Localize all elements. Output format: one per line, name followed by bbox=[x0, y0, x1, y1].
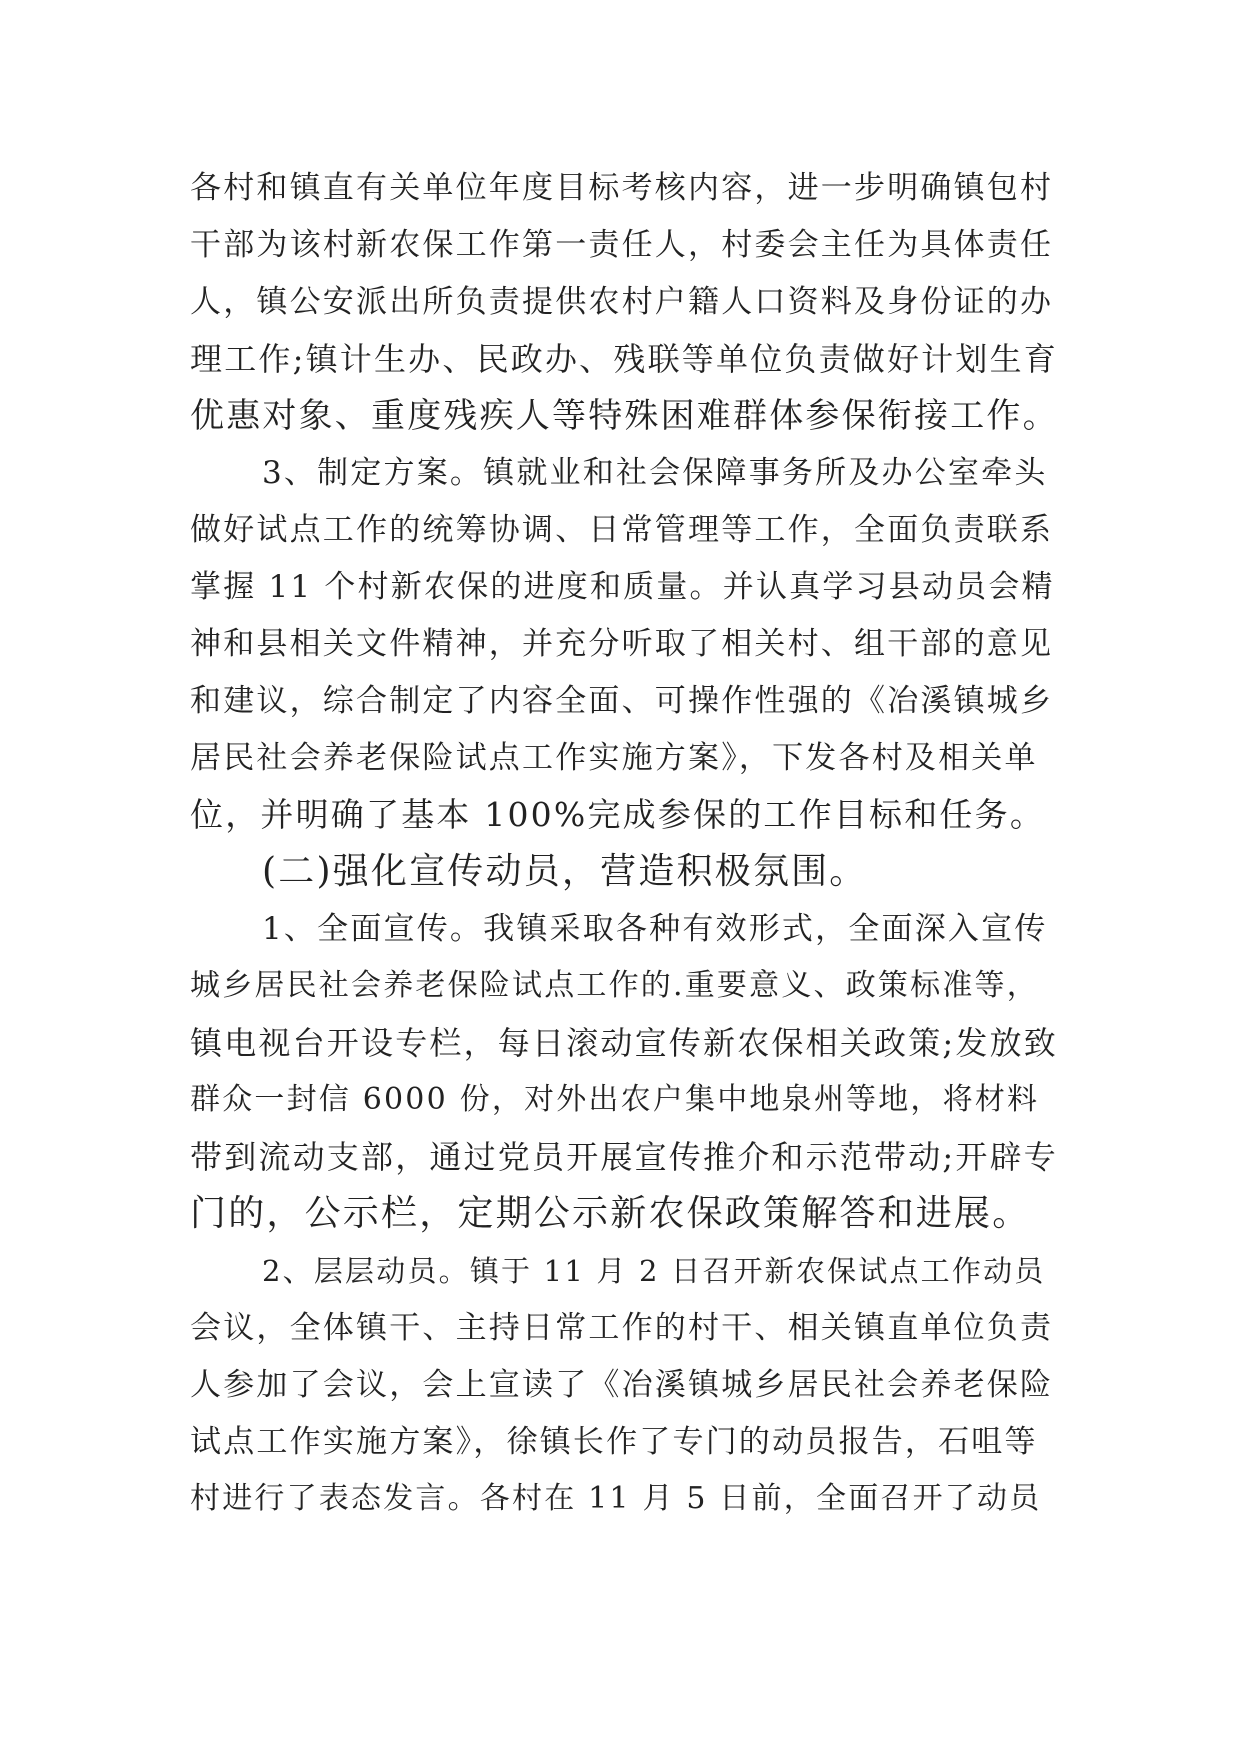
paragraph-heading-line: 2、层层动员。镇于 11 月 2 日召开新农保试点工作动员 bbox=[262, 1254, 1046, 1288]
text-line: 居民社会养老保险试点工作实施方案》，下发各村及相关单 bbox=[190, 740, 1038, 776]
text-line: 会议，全体镇干、主持日常工作的村干、相关镇直单位负责 bbox=[190, 1310, 1054, 1346]
paragraph-heading-line: 1、全面宣传。我镇采取各种有效形式，全面深入宣传 bbox=[262, 911, 1048, 947]
text-line: 群众一封信 6000 份，对外出农户集中地泉州等地，将材料 bbox=[190, 1082, 1040, 1117]
text-line: 村进行了表态发言。各村在 11 月 5 日前，全面召开了动员 bbox=[190, 1481, 1042, 1516]
section-heading-line: (二)强化宣传动员，营造积极氛围。 bbox=[262, 851, 868, 892]
text-line: 人参加了会议，会上宣读了《冶溪镇城乡居民社会养老保险 bbox=[190, 1367, 1054, 1403]
text-line: 门的，公示栏，定期公示新农保政策解答和进展。 bbox=[190, 1193, 1031, 1234]
text-line: 位，并明确了基本 100%完成参保的工作目标和任务。 bbox=[190, 795, 1046, 834]
text-line: 带到流动支部，通过党员开展宣传推介和示范带动;开辟专 bbox=[190, 1138, 1058, 1176]
text-line: 优惠对象、重度残疾人等特殊困难群体参保衔接工作。 bbox=[190, 396, 1059, 436]
text-line: 城乡居民社会养老保险试点工作的.重要意义、政策标准等， bbox=[190, 968, 1039, 1003]
text-line: 试点工作实施方案》，徐镇长作了专门的动员报告，石咀等 bbox=[190, 1424, 1038, 1460]
paragraph-heading-line: 3、制定方案。镇就业和社会保障事务所及办公室牵头 bbox=[262, 455, 1048, 491]
text-line: 掌握 11 个村新农保的进度和质量。并认真学习县动员会精 bbox=[190, 569, 1055, 605]
text-line: 镇电视台开设专栏，每日滚动宣传新农保相关政策;发放致 bbox=[190, 1024, 1058, 1062]
text-line: 神和县相关文件精神，并充分听取了相关村、组干部的意见 bbox=[190, 626, 1054, 662]
text-line: 做好试点工作的统筹协调、日常管理等工作，全面负责联系 bbox=[190, 512, 1054, 548]
text-line: 人，镇公安派出所负责提供农村户籍人口资料及身份证的办 bbox=[190, 284, 1054, 320]
text-line: 干部为该村新农保工作第一责任人，村委会主任为具体责任 bbox=[190, 227, 1054, 263]
text-line: 理工作;镇计生办、民政办、残联等单位负责做好计划生育 bbox=[190, 340, 1058, 378]
text-line: 各村和镇直有关单位年度目标考核内容，进一步明确镇包村 bbox=[190, 170, 1054, 206]
text-line: 和建议，综合制定了内容全面、可操作性强的《冶溪镇城乡 bbox=[190, 683, 1054, 719]
